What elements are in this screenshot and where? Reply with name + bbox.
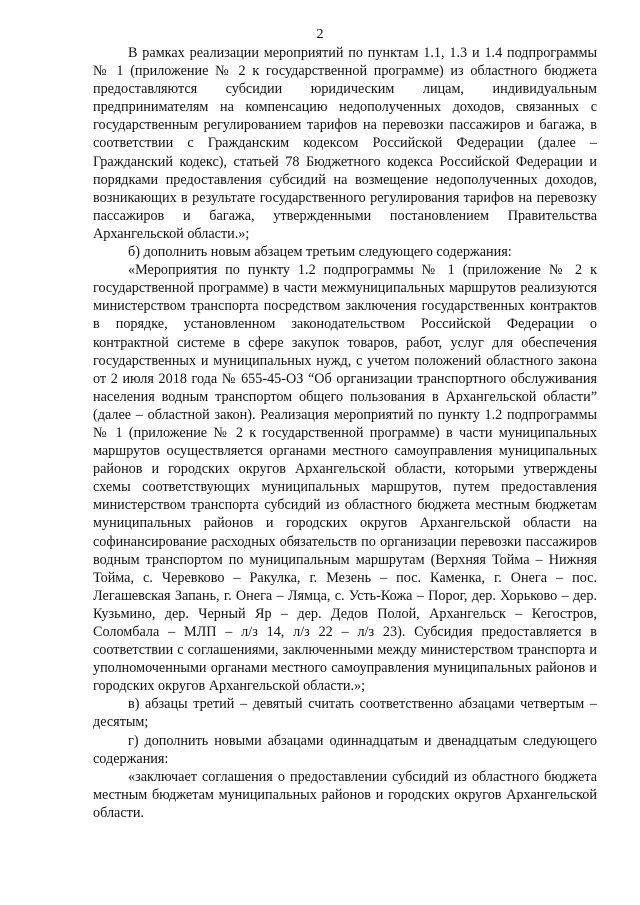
paragraph-amendment-v: в) абзацы третий – девятый считать соответственно абзацами четвертым – десятым; xyxy=(93,696,597,731)
paragraph-measure-1-2: «Мероприятия по пункту 1.2 подпрограммы № 1 (приложение № 2 к государственной программе) в части межмуниципальных маршрутов реализуются министерством транспорта посредством заключения государственных контрактов в порядке, установленном законодательством Российской Федерации о контрактной системе в сфере закупок товаров, работ, услуг для обеспечения государственных и муниципальных нужд, с учетом положений областного закона от 2 июля 2018 года № 655-45-ОЗ “Об организации транспортного обслуживания населения водным транспортом общего пользования в Архангельской области” (далее – областной закон). Реализация мероприятий по пункту 1.2 подпрограммы № 1 (приложение № 2 к государственной программе) в части муниципальных маршрутов осуществляется органами местного самоуправления муниципальных районов и городских округов Архангельской области, которыми утверждены схемы соответствующих муниципальных маршрутов, путем предоставления министерством транспорта субсидий из областного бюджета местным бюджетам муниципальных районов и городских округов Архангельской области на софинансирование расходных обязательств по организации перевозки пассажиров водным транспортом по муниципальным маршрутам (Верхняя Тойма – Нижняя Тойма, с. Черевково – Ракулка, г. Мезень – пос. Каменка, г. Онега – пос. Легашевская Запань, г. Онега – Лямца, с. Усть-Кожа – Порог, дер. Хорьково – дер. Кузьмино, дер. Черный Яр – дер. Дедов Полой, Архангельск – Кегостров, Соломбала – МЛП – л/з 14, л/з 22 – л/з 23). Субсидия предоставляется в соответствии с соглашениями, заключенными между министерством транспорта и уполномоченными органами местного самоуправления муниципальных районов и городских округов Архангельской области.»; xyxy=(93,262,597,695)
paragraph-agreements: «заключает соглашения о предоставлении субсидий из областного бюджета местным бюджетам муниципальных районов и городских округов Архангельской области. xyxy=(93,768,597,821)
document-body xyxy=(93,44,597,822)
page-number: 2 xyxy=(316,27,324,42)
paragraph-amendment-b: б) дополнить новым абзацем третьим следующего содержания: xyxy=(128,244,512,261)
paragraph-subsidies-clauses: В рамках реализации мероприятий по пунктам 1.1, 1.3 и 1.4 подпрограммы № 1 (приложение № 2 к государственной программе) из областного бюджета предоставляются субсидии юридическим лицам, индивидуальным предпринимателям на компенсацию недополученных доходов, связанных с государственным регулированием тарифов на перевозки пассажиров и багажа, в соответствии с Гражданским кодексом Российской Федерации (далее – Гражданский кодекс), статьей 78 Бюджетного кодекса Российской Федерации и порядками предоставления субсидий на возмещение недополученных доходов, возникающих в результате государственного регулирования тарифов на перевозку пассажиров и багажа, утвержденными постановлением Правительства Архангельской области.»; xyxy=(93,45,597,242)
paragraph-amendment-g: г) дополнить новыми абзацами одиннадцатым и двенадцатым следующего содержания: xyxy=(93,732,597,767)
